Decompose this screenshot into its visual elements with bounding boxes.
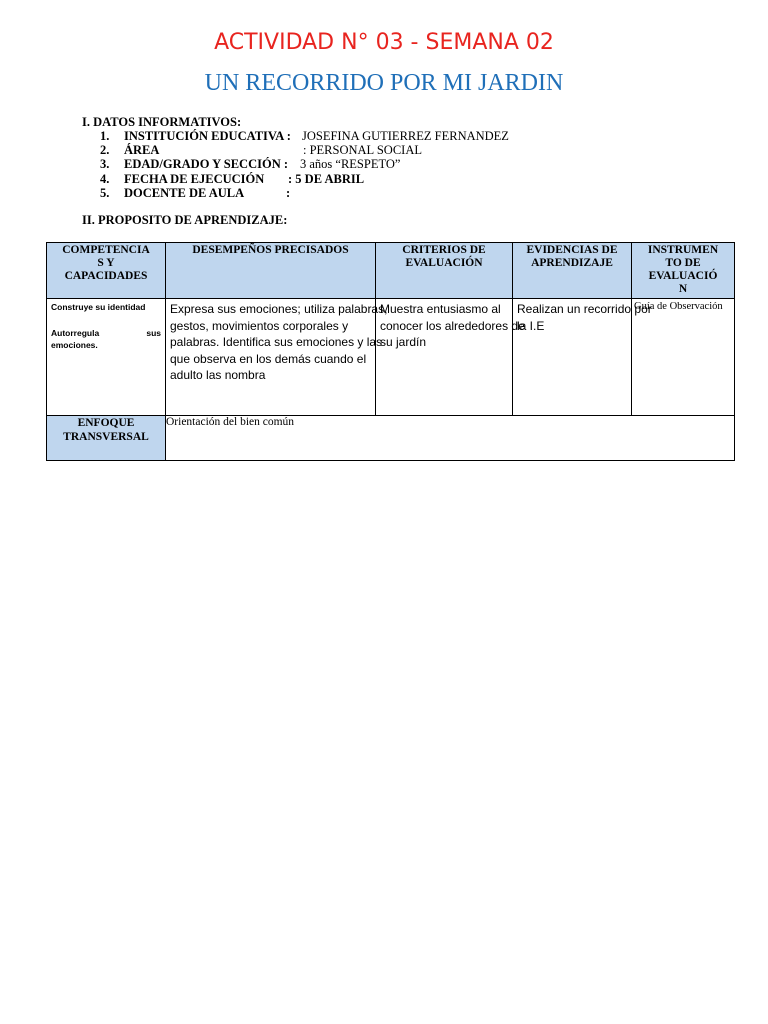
learning-purpose-table <box>46 242 735 461</box>
cell-criterio: Muestra entusiasmo al conocer los alrededores de su jardín <box>376 299 513 416</box>
cell-instrumento <box>632 299 735 416</box>
info-num: 2. <box>100 143 110 158</box>
section-proposito: II. PROPOSITO DE APRENDIZAJE: <box>82 213 288 227</box>
info-num: 5. <box>100 185 110 200</box>
info-num: 3. <box>100 157 110 172</box>
info-label: ÁREA <box>124 143 160 158</box>
info-num: 4. <box>100 171 110 186</box>
header-criterios: CRITERIOS DE EVALUACIÓN <box>376 243 513 299</box>
capacidad-text: Autorregula <box>51 328 100 338</box>
competencia-text: Construye su identidad <box>51 302 146 312</box>
table-header-row <box>47 243 735 299</box>
capacidad-text: emociones. <box>51 340 98 350</box>
table-row-enfoque <box>47 416 735 461</box>
info-label: FECHA DE EJECUCIÓN <box>124 171 265 186</box>
info-value: : 5 DE ABRIL <box>288 171 365 186</box>
info-num: 1. <box>100 129 110 143</box>
header-desempenos: DESEMPEÑOS PRECISADOS <box>166 243 376 299</box>
section-datos-informativos: I. DATOS INFORMATIVOS: <box>82 115 242 129</box>
capacidad-text: sus <box>146 328 161 338</box>
cell-evidencia: Realizan un recorrido por la I.E <box>513 299 632 416</box>
info-value: : <box>286 185 291 200</box>
enfoque-value: Orientación del bien común <box>166 416 735 461</box>
info-value: : PERSONAL SOCIAL <box>303 143 422 158</box>
instrumento-text: Guía de Observación <box>634 301 723 312</box>
info-label: DOCENTE DE AULA <box>124 185 245 200</box>
info-label: INSTITUCIÓN EDUCATIVA : <box>124 129 291 143</box>
cell-competencia <box>47 299 166 416</box>
cell-desempeno: Expresa sus emociones; utiliza palabras, gestos, movimientos corporales y palabras. Identifica sus emociones y las que observa en los demás cuando el adulto las nombra <box>166 299 376 416</box>
info-value: 3 años “RESPETO” <box>300 157 401 172</box>
header-competencias: COMPETENCIA S Y CAPACIDADES <box>47 243 166 299</box>
header-evidencias: EVIDENCIAS DE APRENDIZAJE <box>513 243 632 299</box>
activity-title: ACTIVIDAD N° 03 - SEMANA 02 <box>214 30 554 55</box>
info-label: EDAD/GRADO Y SECCIÓN : <box>124 157 289 172</box>
table-row <box>47 299 735 416</box>
enfoque-label: ENFOQUE TRANSVERSAL <box>47 416 166 461</box>
header-instrumentos: INSTRUMEN TO DE EVALUACIÓ N <box>632 243 735 299</box>
activity-subtitle: UN RECORRIDO POR MI JARDIN <box>204 70 564 96</box>
info-value: JOSEFINA GUTIERREZ FERNANDEZ <box>302 129 509 143</box>
